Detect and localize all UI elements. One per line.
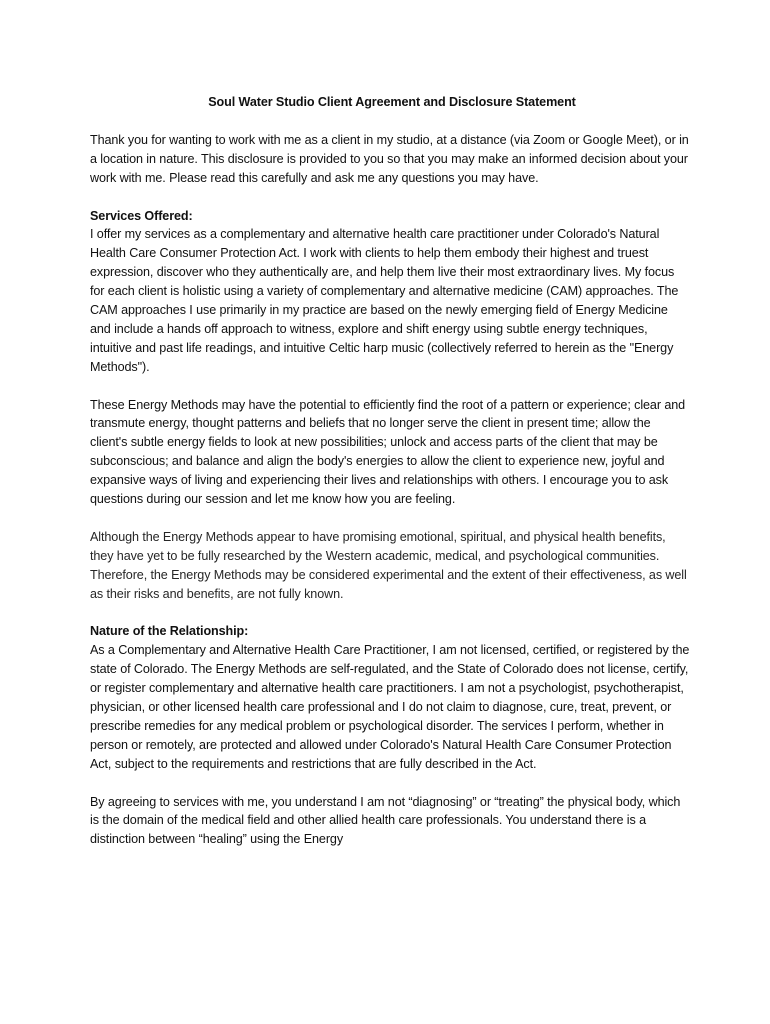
intro-paragraph: Thank you for wanting to work with me as a client in my studio, at a distance (via Zoom or Google Meet), or in a location in nature. This disclosure is provided to you so that you may make an informed decision about your work with me. Please read this carefully and ask me any questions you may have. <box>90 132 689 185</box>
relationship-paragraph: As a Complementary and Alternative Health Care Practitioner, I am not licensed, certified, or registered by the state of Colorado. The Energy Methods are self-regulated, and the State of Colorado does not license, certify, or register complementary and alternative health care practitioners. I am not a psychologist, psychotherapist, physician, or other licensed health care professional and I do not claim to diagnose, cure, treat, prevent, or prescribe remedies for any medical problem or psychological disorder. The services I perform, whether in person or remotely, are protected and allowed under Colorado's Natural Health Care Consumer Protection Act, subject to the requirements and restrictions that are fully described in the Act. <box>90 643 690 771</box>
services-section <box>90 207 690 377</box>
energy-methods-paragraph: These Energy Methods may have the potential to efficiently find the root of a pattern or experience; clear and transmute energy, thought patterns and beliefs that no longer serve the client in present time; allow the client's subtle energy fields to look at new possibilities; unlock and access parts of the client that may be subconscious; and balance and align the body's energies to allow the client to experience new, joyful and expansive ways of living and experiencing their lives and relationships with others. I encourage you to ask questions during our session and let me know how you are feeling. <box>90 397 686 507</box>
agreement-paragraph: By agreeing to services with me, you understand I am not “diagnosing” or “treating” the physical body, which is the domain of the medical field and other allied health care professionals. You understand there is a distinction between “healing” using the Energy <box>90 794 681 847</box>
relationship-section <box>90 622 690 773</box>
document-title: Soul Water Studio Client Agreement and Disclosure Statement <box>208 95 576 109</box>
relationship-heading: Nature of the Relationship: <box>90 624 249 639</box>
document-body <box>90 93 690 868</box>
research-paragraph: Although the Energy Methods appear to have promising emotional, spiritual, and physical health benefits, they have yet to be fully researched by the Western academic, medical, and psychological communities. Therefore, the Energy Methods may be considered experimental and the extent of their effectiveness, as well as their risks and benefits, are not fully known. <box>90 529 687 601</box>
services-heading: Services Offered: <box>90 208 193 223</box>
services-paragraph: I offer my services as a complementary and alternative health care practitioner under Colorado's Natural Health Care Consumer Protection Act. I work with clients to help them embody their highest and truest expression, discover who they authentically are, and help them live their most extraordinary lives. My focus for each client is holistic using a variety of complementary and alternative medicine (CAM) approaches. The CAM approaches I use primarily in my practice are based on the newly emerging field of Energy Medicine and include a hands off approach to witness, explore and shift energy using subtle energy techniques, intuitive and past life readings, and intuitive Celtic harp music (collectively referred to herein as the "Energy Methods"). <box>90 227 679 374</box>
